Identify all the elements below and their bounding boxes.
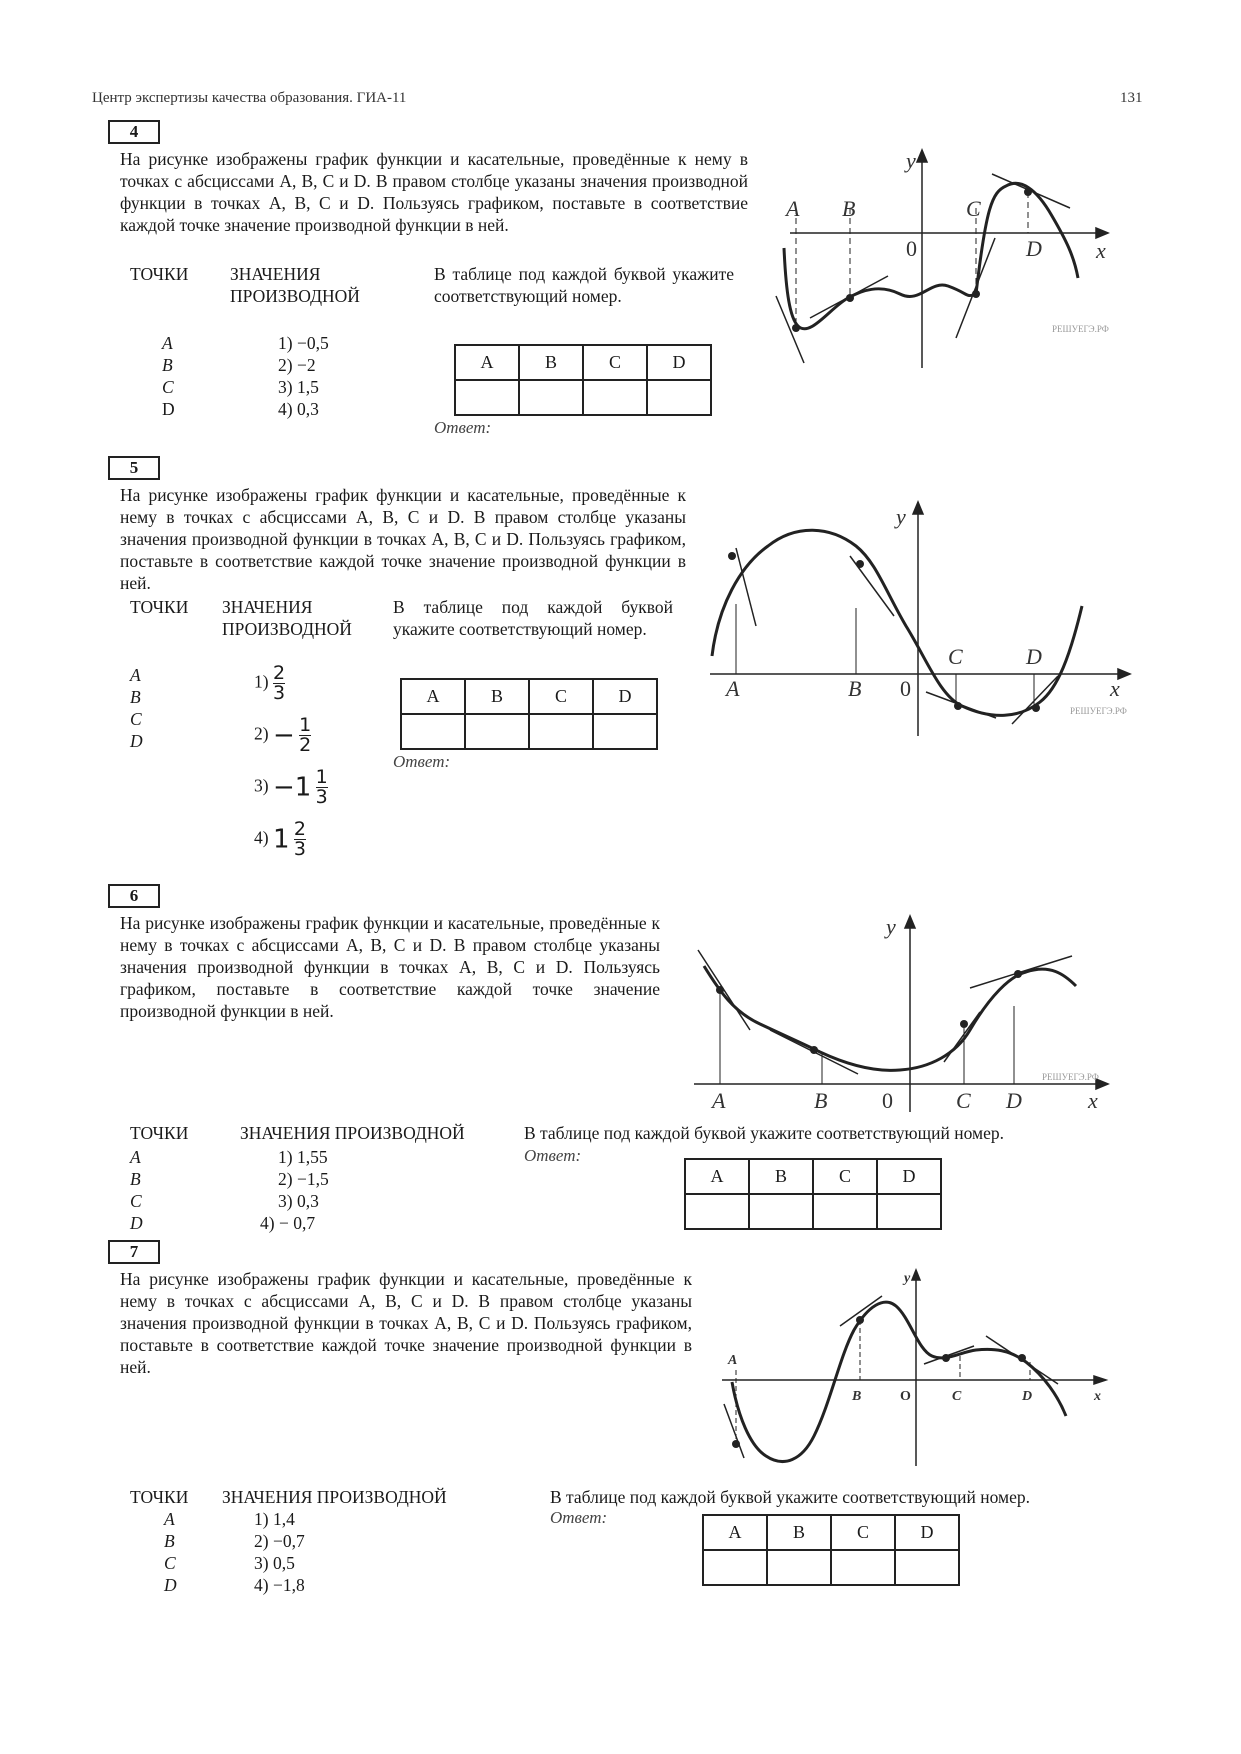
column-points-header: ТОЧКИ <box>130 264 189 284</box>
tangency-point <box>954 702 962 710</box>
numerator: 1 <box>299 714 312 736</box>
point-B-label: B <box>848 676 862 701</box>
denominator: 2 <box>299 734 312 756</box>
numerator: 2 <box>293 818 306 840</box>
answer-input-cell[interactable] <box>813 1194 877 1229</box>
answer-header-cell: C <box>813 1159 877 1194</box>
point-label: C <box>162 377 174 397</box>
value-sign: − <box>272 720 295 751</box>
tangency-point <box>856 1316 864 1324</box>
y-axis-arrow <box>917 150 927 162</box>
derivative-value <box>254 820 306 859</box>
answer-input-cell[interactable] <box>647 380 711 415</box>
point-label: B <box>130 1169 141 1189</box>
column-points-header: ТОЧКИ <box>130 1123 189 1143</box>
derivative-value <box>254 664 285 703</box>
tangency-point <box>716 986 724 994</box>
task5-graph <box>700 496 1140 744</box>
answer-header-cell: D <box>593 679 657 714</box>
y-axis-arrow <box>913 502 923 514</box>
answer-header-cell: A <box>685 1159 749 1194</box>
task-number: 7 <box>108 1240 160 1264</box>
answer-header-cell: A <box>703 1515 767 1550</box>
point-C-label: C <box>966 196 981 221</box>
task-text: На рисунке изображены график функции и касательные, проведённые к нему в точках с абсциссами A, B, C и D. В правом столбце указаны значения производной функции в точках A, B, C и D. Пользуясь графиком, поставьте в соответствие каждой точке значение производной функции в ней. <box>120 485 686 593</box>
value-number: 1) <box>254 671 269 692</box>
origin-label: 0 <box>882 1088 893 1113</box>
answer-input-cell[interactable] <box>877 1194 941 1229</box>
y-axis-label: y <box>906 148 916 173</box>
answer-input-cell[interactable] <box>895 1550 959 1585</box>
point-A-label: A <box>786 196 800 221</box>
point-label: C <box>130 709 142 729</box>
point-label: A <box>130 1147 141 1167</box>
x-axis-label: x <box>1088 1088 1098 1113</box>
tangency-point <box>810 1046 818 1054</box>
column-values-header: ЗНАЧЕНИЯ ПРОИЗВОДНОЙ <box>222 597 352 639</box>
answer-header-cell: B <box>519 345 583 380</box>
x-axis-label: x <box>1110 676 1120 701</box>
answer-header-cell: D <box>877 1159 941 1194</box>
answer-input-cell[interactable] <box>519 380 583 415</box>
point-D-label: D <box>1006 1088 1022 1113</box>
answer-input-cell[interactable] <box>465 714 529 749</box>
origin-label: 0 <box>906 236 917 261</box>
point-label: C <box>164 1553 176 1573</box>
answer-header-cell: B <box>749 1159 813 1194</box>
tangency-point <box>1024 188 1032 196</box>
point-B-label: B <box>852 1389 862 1404</box>
x-axis-arrow <box>1096 228 1108 238</box>
derivative-value: 1) 1,4 <box>254 1509 295 1529</box>
point-A-label: A <box>726 676 740 701</box>
function-curve <box>712 530 1082 715</box>
point-B-label: B <box>842 196 856 221</box>
instruction-text: В таблице под каждой буквой укажите соответствующий номер. <box>434 264 734 306</box>
answer-input-cell[interactable] <box>583 380 647 415</box>
tangency-point <box>1018 1354 1026 1362</box>
y-axis-arrow <box>912 1270 920 1280</box>
point-label: D <box>130 1213 143 1233</box>
answer-input-cell[interactable] <box>685 1194 749 1229</box>
y-axis-label: y <box>904 1271 911 1286</box>
x-axis-arrow <box>1094 1376 1106 1384</box>
tangency-point <box>1032 704 1040 712</box>
tangent-line <box>724 1404 744 1458</box>
derivative-value <box>254 716 311 755</box>
task6-graph <box>680 912 1120 1122</box>
page-number: 131 <box>1120 90 1143 106</box>
denominator: 3 <box>293 838 306 860</box>
task-text: На рисунке изображены график функции и касательные, проведённые к нему в точках с абсциссами A, B, C и D. В правом столбце указаны значения производной функции в точках A, B, C и D. Пользуясь графиком, поставьте в соответствие каждой точке значение производной функции в ней. <box>120 913 660 1021</box>
instruction-text: В таблице под каждой буквой укажите соответствующий номер. <box>393 597 673 639</box>
numerator: 1 <box>315 766 328 788</box>
answer-header-cell: D <box>895 1515 959 1550</box>
task-number: 6 <box>108 884 160 908</box>
tangency-point <box>732 1440 740 1448</box>
point-label: A <box>162 333 173 353</box>
answer-label: Ответ: <box>393 752 451 771</box>
point-label: B <box>162 355 173 375</box>
answer-header-cell: A <box>455 345 519 380</box>
tangency-point <box>960 1020 968 1028</box>
answer-label: Ответ: <box>434 418 492 437</box>
derivative-value: 4) −1,8 <box>254 1575 305 1595</box>
function-curve <box>704 966 1076 1070</box>
tangency-point <box>846 294 854 302</box>
point-D-label: D <box>1026 236 1042 261</box>
derivative-value: 3) 0,5 <box>254 1553 295 1573</box>
answer-input-cell[interactable] <box>767 1550 831 1585</box>
function-curve <box>732 1302 1066 1461</box>
denominator: 3 <box>315 786 328 808</box>
column-points-header: ТОЧКИ <box>130 597 189 617</box>
point-label: A <box>130 665 141 685</box>
point-C-label: C <box>952 1389 962 1404</box>
answer-header-cell: A <box>401 679 465 714</box>
answer-header-cell: C <box>529 679 593 714</box>
answer-label: Ответ: <box>524 1146 582 1165</box>
tangency-point <box>972 290 980 298</box>
answer-header-cell: C <box>583 345 647 380</box>
value-whole: 1 <box>294 772 312 803</box>
derivative-value: 1) 1,55 <box>278 1147 328 1167</box>
answer-input-cell[interactable] <box>529 714 593 749</box>
point-A-label: A <box>712 1088 726 1113</box>
fraction <box>294 820 306 859</box>
derivative-value: 4) − 0,7 <box>260 1213 316 1233</box>
point-D-label: D <box>1022 1389 1033 1404</box>
watermark: РЕШУЕГЭ.РФ <box>1070 706 1127 716</box>
tangency-point <box>792 324 800 332</box>
value-number: 3) <box>254 775 269 796</box>
tangency-point <box>856 560 864 568</box>
point-label: D <box>162 399 175 419</box>
derivative-value: 2) −1,5 <box>278 1169 329 1189</box>
watermark: РЕШУЕГЭ.РФ <box>1052 324 1109 334</box>
value-number: 2) <box>254 723 269 744</box>
y-axis-arrow <box>905 916 915 928</box>
tangency-point <box>942 1354 950 1362</box>
fraction <box>299 716 311 755</box>
tangency-point <box>1014 970 1022 978</box>
answer-input-cell[interactable] <box>749 1194 813 1229</box>
point-label: D <box>164 1575 177 1595</box>
value-number: 4) <box>254 827 269 848</box>
task-number: 5 <box>108 456 160 480</box>
task-text: На рисунке изображены график функции и касательные, проведённые к нему в точках с абсциссами A, B, C и D. В правом столбце указаны значения производной функции в точках A, B, C и D. Пользуясь графиком, поставьте в соответствие каждой точке значение производной функции в ней. <box>120 149 748 235</box>
derivative-value: 3) 1,5 <box>278 377 319 397</box>
task7-graph <box>714 1266 1114 1476</box>
point-C-label: C <box>948 644 963 669</box>
instruction-text: В таблице под каждой буквой укажите соответствующий номер. <box>524 1123 1004 1143</box>
column-values-header: ЗНАЧЕНИЯ ПРОИЗВОДНОЙ <box>222 1487 447 1507</box>
answer-input-cell[interactable] <box>455 380 519 415</box>
derivative-value: 2) −0,7 <box>254 1531 305 1551</box>
answer-input-cell[interactable] <box>831 1550 895 1585</box>
column-values-header: ЗНАЧЕНИЯ ПРОИЗВОДНОЙ <box>230 264 360 306</box>
answer-header-cell: B <box>465 679 529 714</box>
point-label: B <box>164 1531 175 1551</box>
y-axis-label: y <box>896 504 906 529</box>
x-axis-arrow <box>1118 669 1130 679</box>
derivative-value <box>254 768 328 807</box>
tangent-line <box>1012 676 1058 724</box>
value-sign: − <box>272 772 295 803</box>
point-label: D <box>130 731 143 751</box>
point-A-label: A <box>728 1353 738 1368</box>
origin-label: 0 <box>900 676 911 701</box>
answer-table <box>454 344 712 416</box>
derivative-value: 3) 0,3 <box>278 1191 319 1211</box>
denominator: 3 <box>272 682 286 704</box>
page-header-title: Центр экспертизы качества образования. ГИА-11 <box>92 90 407 106</box>
answer-table <box>684 1158 942 1230</box>
derivative-value: 4) 0,3 <box>278 399 319 419</box>
task4-graph <box>770 148 1120 378</box>
origin-label: O <box>900 1389 911 1404</box>
derivative-value: 1) −0,5 <box>278 333 329 353</box>
value-whole: 1 <box>272 824 290 855</box>
answer-table <box>400 678 658 750</box>
point-B-label: B <box>814 1088 828 1113</box>
numerator: 2 <box>272 662 286 684</box>
point-D-label: D <box>1026 644 1042 669</box>
answer-input-cell[interactable] <box>703 1550 767 1585</box>
task-text: На рисунке изображены график функции и касательные, проведённые к нему в точках с абсциссами A, B, C и D. В правом столбце указаны значения производной функции в точках A, B, C и D. Пользуясь графиком, поставьте в соответствие каждой точке значение производной функции в ней. <box>120 1269 692 1377</box>
tangent-line <box>944 1012 980 1062</box>
answer-table <box>702 1514 960 1586</box>
fraction <box>273 664 285 703</box>
point-label: C <box>130 1191 142 1211</box>
answer-label: Ответ: <box>550 1508 608 1527</box>
y-axis-label: y <box>886 914 896 939</box>
answer-input-cell[interactable] <box>593 714 657 749</box>
column-values-header: ЗНАЧЕНИЯ ПРОИЗВОДНОЙ <box>240 1123 465 1143</box>
column-points-header: ТОЧКИ <box>130 1487 189 1507</box>
x-axis-label: x <box>1094 1389 1101 1404</box>
task-number: 4 <box>108 120 160 144</box>
instruction-text: В таблице под каждой буквой укажите соответствующий номер. <box>550 1487 1030 1507</box>
answer-header-cell: D <box>647 345 711 380</box>
point-label: B <box>130 687 141 707</box>
fraction <box>316 768 328 807</box>
point-C-label: C <box>956 1088 971 1113</box>
point-label: A <box>164 1509 175 1529</box>
tangency-point <box>728 552 736 560</box>
answer-input-cell[interactable] <box>401 714 465 749</box>
answer-header-cell: B <box>767 1515 831 1550</box>
watermark: РЕШУЕГЭ.РФ <box>1042 1072 1099 1082</box>
x-axis-label: x <box>1096 238 1106 263</box>
answer-header-cell: C <box>831 1515 895 1550</box>
derivative-value: 2) −2 <box>278 355 316 375</box>
